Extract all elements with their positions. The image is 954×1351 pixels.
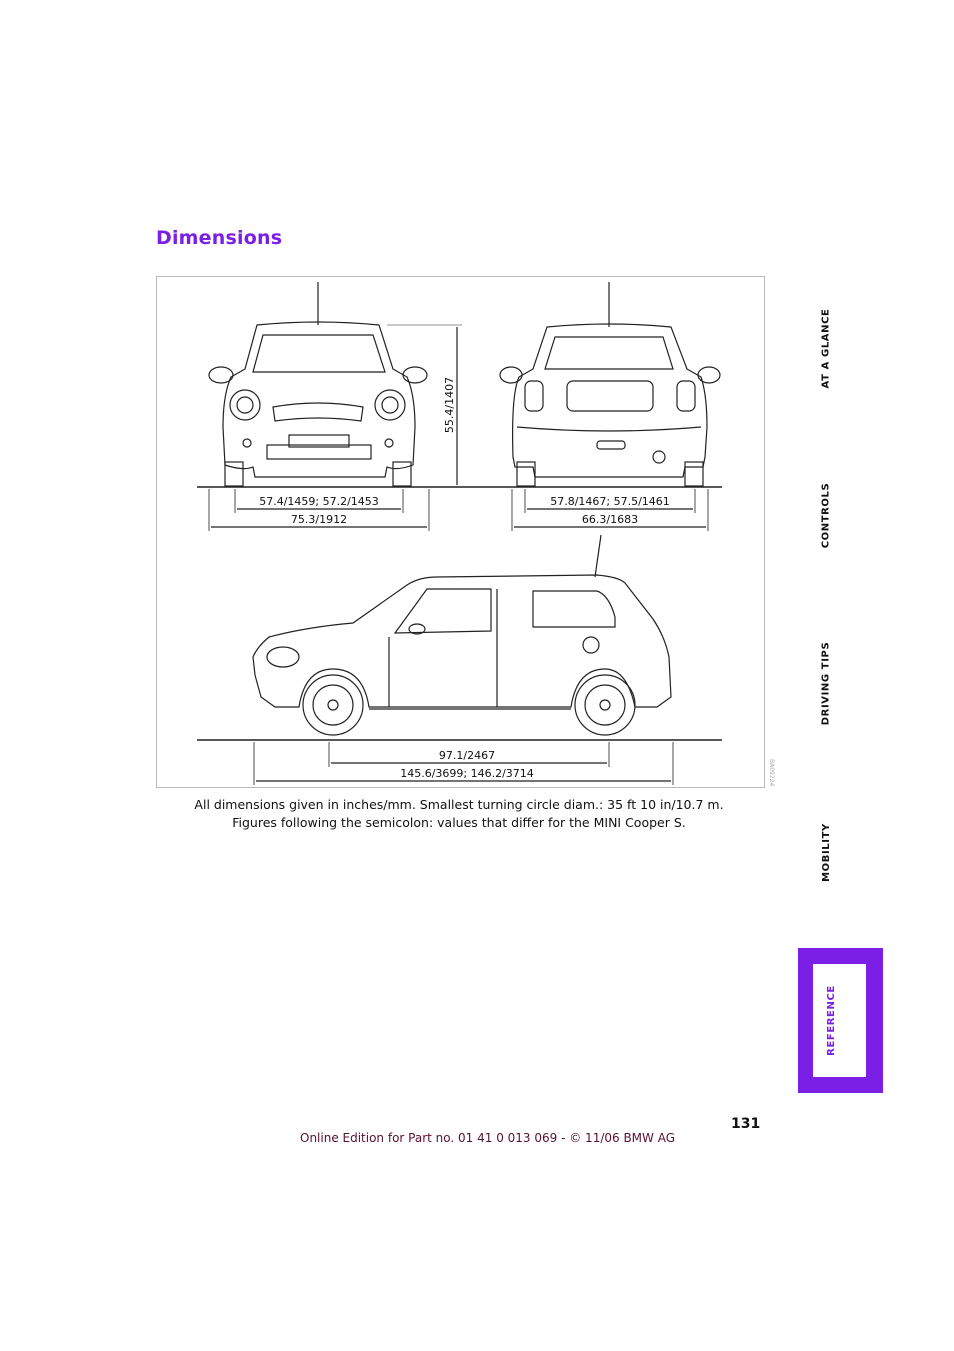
height-label: 55.4/1407 [443,376,456,434]
side-view-car [253,535,671,735]
rear-view-car [500,282,720,486]
tab-controls[interactable] [816,450,836,580]
vehicle-dimension-drawing [157,277,775,787]
front-width-label: 75.3/1912 [290,513,348,526]
length-label: 145.6/3699; 146.2/3714 [400,767,534,780]
tab-controls-label: CONTROLS [820,482,832,548]
tab-driving-tips-label: DRIVING TIPS [820,641,832,725]
tab-reference-inner [813,964,866,1077]
tab-mobility-label: MOBILITY [820,822,832,882]
tab-at-a-glance-label: AT A GLANCE [820,308,832,388]
tab-at-a-glance[interactable] [816,283,836,413]
image-code: BA09224 [768,759,775,787]
front-view-car [209,282,427,486]
tab-reference[interactable] [798,948,883,1093]
page-title: Dimensions [156,227,283,249]
rear-width-label: 66.3/1683 [581,513,639,526]
tab-reference-wrap [821,964,841,1077]
rear-track-label: 57.8/1467; 57.5/1461 [550,495,670,508]
tab-mobility[interactable] [816,787,836,917]
caption-line-1: All dimensions given in inches/mm. Smallest turning circle diam.: 35 ft 10 in/10.7 m. [194,797,724,812]
dimensions-figure [156,276,775,788]
front-track-label: 57.4/1459; 57.2/1453 [259,495,379,508]
tab-driving-tips[interactable] [816,618,836,748]
tab-reference-label: REFERENCE [825,985,837,1056]
wheelbase-label: 97.1/2467 [438,749,496,762]
footer-text: Online Edition for Part no. 01 41 0 013 069 - © 11/06 BMW AG [300,1131,676,1145]
page-number: 131 [731,1116,761,1132]
caption-line-2: Figures following the semicolon: values that differ for the MINI Cooper S. [232,815,686,830]
